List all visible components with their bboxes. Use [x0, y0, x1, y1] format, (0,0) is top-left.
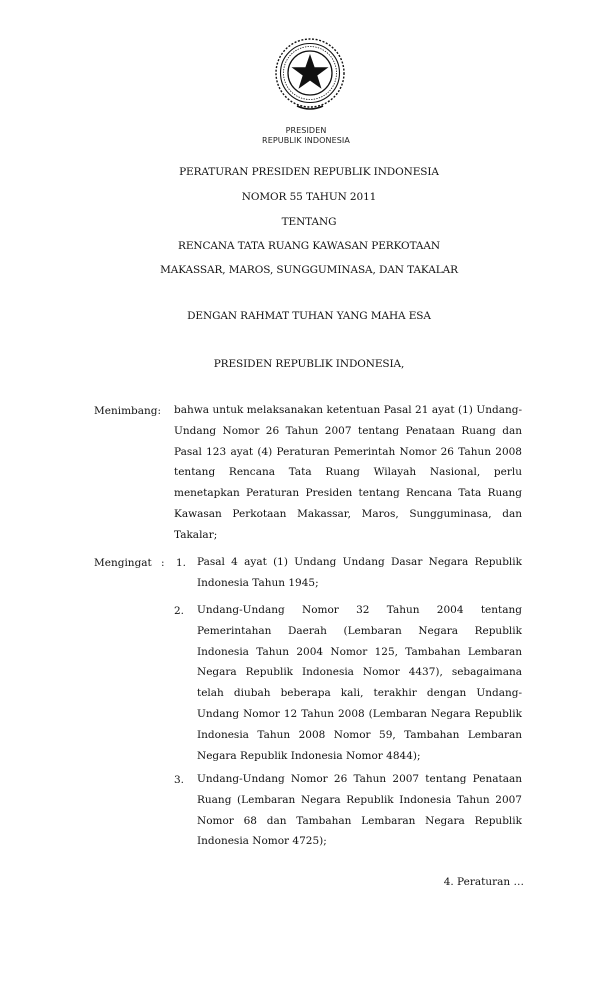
- regulation-about: TENTANG: [281, 216, 337, 228]
- mengingat-item-number: 3.: [174, 774, 185, 786]
- garuda-star-emblem-icon: [273, 36, 347, 112]
- regulation-subject-line2: MAKASSAR, MAROS, SUNGGUMINASA, DAN TAKALAR: [160, 264, 458, 276]
- mengingat-item-text: Undang-Undang Nomor 26 Tahun 2007 tentang Penataan Ruang (Lembaran Negara Republik Indonesia Tahun 2007 Nomor 68 dan Tambahan Lembaran Negara Republik Indonesia Nomor 4725);: [197, 773, 522, 848]
- mengingat-item-number: 1.: [176, 557, 187, 569]
- regulation-number: NOMOR 55 TAHUN 2011: [241, 191, 377, 203]
- mengingat-item-number: 2.: [174, 605, 185, 617]
- menimbang-label: Menimbang:: [94, 405, 162, 417]
- mengingat-colon: :: [161, 557, 165, 569]
- menimbang-text: bahwa untuk melaksanakan ketentuan Pasal 21 ayat (1) Undang-Undang Nomor 26 Tahun 2007 tentang Penataan Ruang dan Pasal 123 ayat (4) Peraturan Pemerintah Nomor 26 Tahun 2008 tentang Rencana Tata Ruang Wilayah Nasional, perlu menetapkan Peraturan Presiden tentang Rencana Tata Ruang Kawasan Perkotaan Makassar, Maros, Sungguminasa, dan Takalar;: [174, 404, 522, 541]
- page-continuation: 4. Peraturan …: [443, 876, 524, 888]
- regulation-title: PERATURAN PRESIDEN REPUBLIK INDONESIA: [179, 166, 439, 178]
- mengingat-label: Mengingat: [94, 557, 152, 569]
- country-title: REPUBLIK INDONESIA: [262, 136, 350, 145]
- invocation: DENGAN RAHMAT TUHAN YANG MAHA ESA: [187, 310, 431, 322]
- regulation-subject-line1: RENCANA TATA RUANG KAWASAN PERKOTAAN: [178, 240, 440, 252]
- office-title: PRESIDEN: [285, 126, 327, 135]
- issuer: PRESIDEN REPUBLIK INDONESIA,: [213, 358, 405, 370]
- mengingat-item-text: Pasal 4 ayat (1) Undang Undang Dasar Negara Republik Indonesia Tahun 1945;: [197, 556, 522, 589]
- mengingat-item-text: Undang-Undang Nomor 32 Tahun 2004 tentang Pemerintahan Daerah (Lembaran Negara Republik Indonesia Tahun 2004 Nomor 125, Tambahan Lembaran Negara Republik Indonesia Nomor 4437), sebagaimana telah diubah beberapa kali, terakhir dengan Undang-Undang Nomor 12 Tahun 2008 (Lembaran Negara Republik Indonesia Tahun 2008 Nomor 59, Tambahan Lembaran Negara Republik Indonesia Nomor 4844);: [197, 604, 522, 762]
